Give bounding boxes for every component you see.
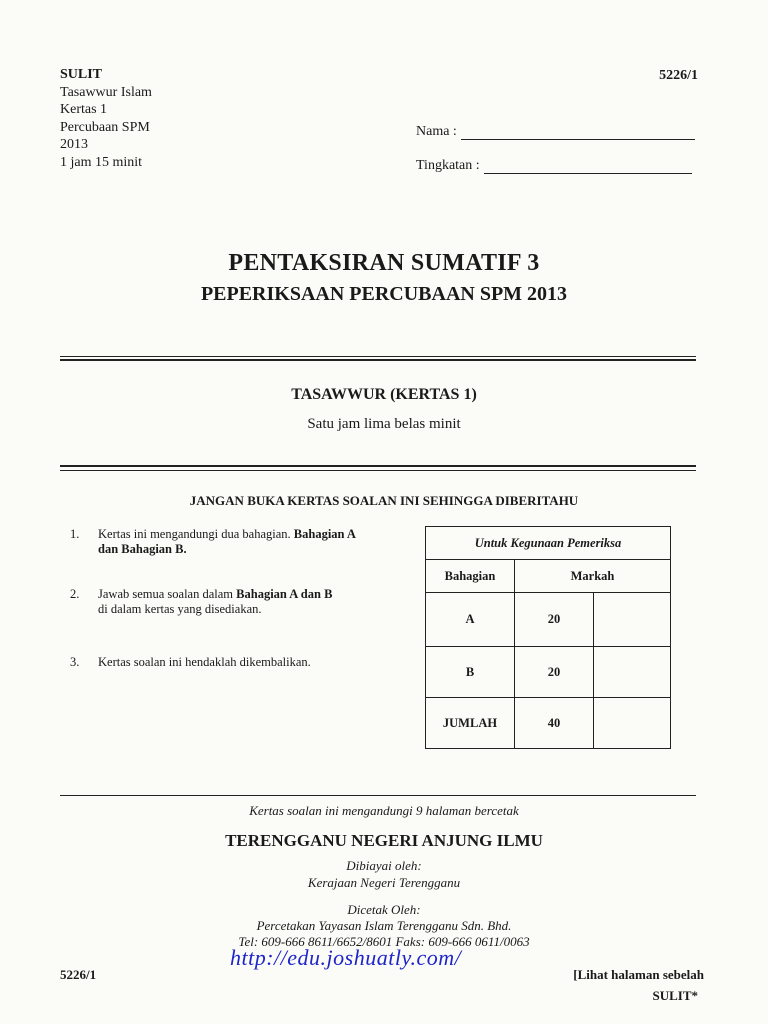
instruction-1 [70, 527, 408, 557]
nama-field [416, 124, 695, 140]
printer-contact: Tel: 609-666 8611/6652/8601 Faks: 609-666 0611/0063 [238, 934, 530, 949]
tingkatan-line[interactable] [484, 159, 692, 174]
marks-table [425, 526, 671, 749]
markah-cell: 20 [515, 647, 594, 697]
exam-duration: 1 jam 15 minit [60, 154, 143, 170]
bahagian-cell: A [426, 593, 515, 647]
table-row [426, 647, 671, 698]
rule-top-1 [60, 356, 696, 357]
motto: TERENGGANU NEGERI ANJUNG ILMU [225, 831, 543, 850]
main-title: PENTAKSIRAN SUMATIF 3 [228, 250, 540, 276]
instruction-number: 3. [70, 655, 80, 669]
instruction-text: dan [98, 542, 122, 556]
sulit-label: SULIT [60, 67, 103, 82]
tingkatan-label: Tingkatan : [416, 158, 480, 173]
table-row [426, 593, 671, 647]
instruction-text: . [183, 542, 187, 556]
col-bahagian-header: Bahagian [426, 560, 515, 593]
paper-time: Satu jam lima belas minit [307, 416, 461, 432]
instruction-text: Kertas soalan ini hendaklah dikembalikan. [98, 655, 311, 669]
funded-label: Dibiayai oleh: [346, 858, 422, 873]
paper-title: TASAWWUR (KERTAS 1) [291, 386, 477, 403]
nama-label: Nama : [416, 124, 457, 139]
bahagian-cell: JUMLAH [426, 698, 515, 749]
paper-number: Kertas 1 [60, 102, 108, 117]
instruction-bold: Bahagian B [121, 542, 184, 556]
funded-by: Kerajaan Negeri Terengganu [307, 875, 461, 890]
instruction-bold: B [324, 587, 333, 601]
next-page-note: [Lihat halaman sebelah [573, 967, 704, 982]
instruction-text: Kertas ini mengandungi dua bahagian. [98, 527, 294, 541]
printer-name: Percetakan Yayasan Islam Terengganu Sdn. Bhd. [256, 918, 512, 933]
exam-year: 2013 [60, 137, 88, 152]
warning-text: JANGAN BUKA KERTAS SOALAN INI SEHINGGA DIBERITAHU [189, 493, 579, 508]
instruction-number: 1. [70, 527, 80, 541]
footer-sulit: SULIT* [652, 988, 698, 1003]
website-url[interactable]: http://edu.joshuatly.com/ [230, 945, 462, 970]
instruction-text: di dalam kertas yang disediakan. [98, 602, 262, 616]
col-markah-header: Markah [515, 560, 671, 593]
instruction-number: 2. [70, 587, 80, 601]
score-box[interactable] [594, 593, 670, 646]
sub-title: PEPERIKSAAN PERCUBAAN SPM 2013 [200, 283, 568, 305]
score-box[interactable] [594, 698, 670, 748]
instruction-text: dan [297, 587, 325, 601]
instruction-bold: Bahagian A [236, 587, 298, 601]
tingkatan-field [416, 158, 692, 174]
paper-code: 5226/1 [659, 68, 698, 83]
score-box[interactable] [594, 647, 670, 697]
table-row [426, 698, 671, 749]
header-info [60, 66, 152, 171]
subject-name: Tasawwur Islam [60, 84, 152, 100]
marks-table-caption: Untuk Kegunaan Pemeriksa [426, 527, 671, 560]
instruction-bold: Bahagian A [293, 527, 356, 541]
rule-mid-1 [60, 465, 696, 467]
printed-label: Dicetak Oleh: [347, 902, 421, 917]
instruction-text: Jawab semua soalan dalam [98, 587, 237, 601]
instruction-2 [70, 587, 408, 617]
nama-line[interactable] [461, 125, 695, 140]
markah-cell: 20 [515, 593, 594, 646]
exam-name: Percubaan SPM [60, 119, 150, 135]
bahagian-cell: B [426, 647, 515, 698]
markah-cell: 40 [515, 698, 594, 748]
rule-mid-2 [60, 470, 696, 471]
pages-note: Kertas soalan ini mengandungi 9 halaman bercetak [249, 803, 519, 818]
rule-footer [60, 795, 696, 796]
footer-paper-code: 5226/1 [60, 967, 97, 982]
instruction-3 [70, 655, 408, 670]
rule-top-2 [60, 359, 696, 361]
